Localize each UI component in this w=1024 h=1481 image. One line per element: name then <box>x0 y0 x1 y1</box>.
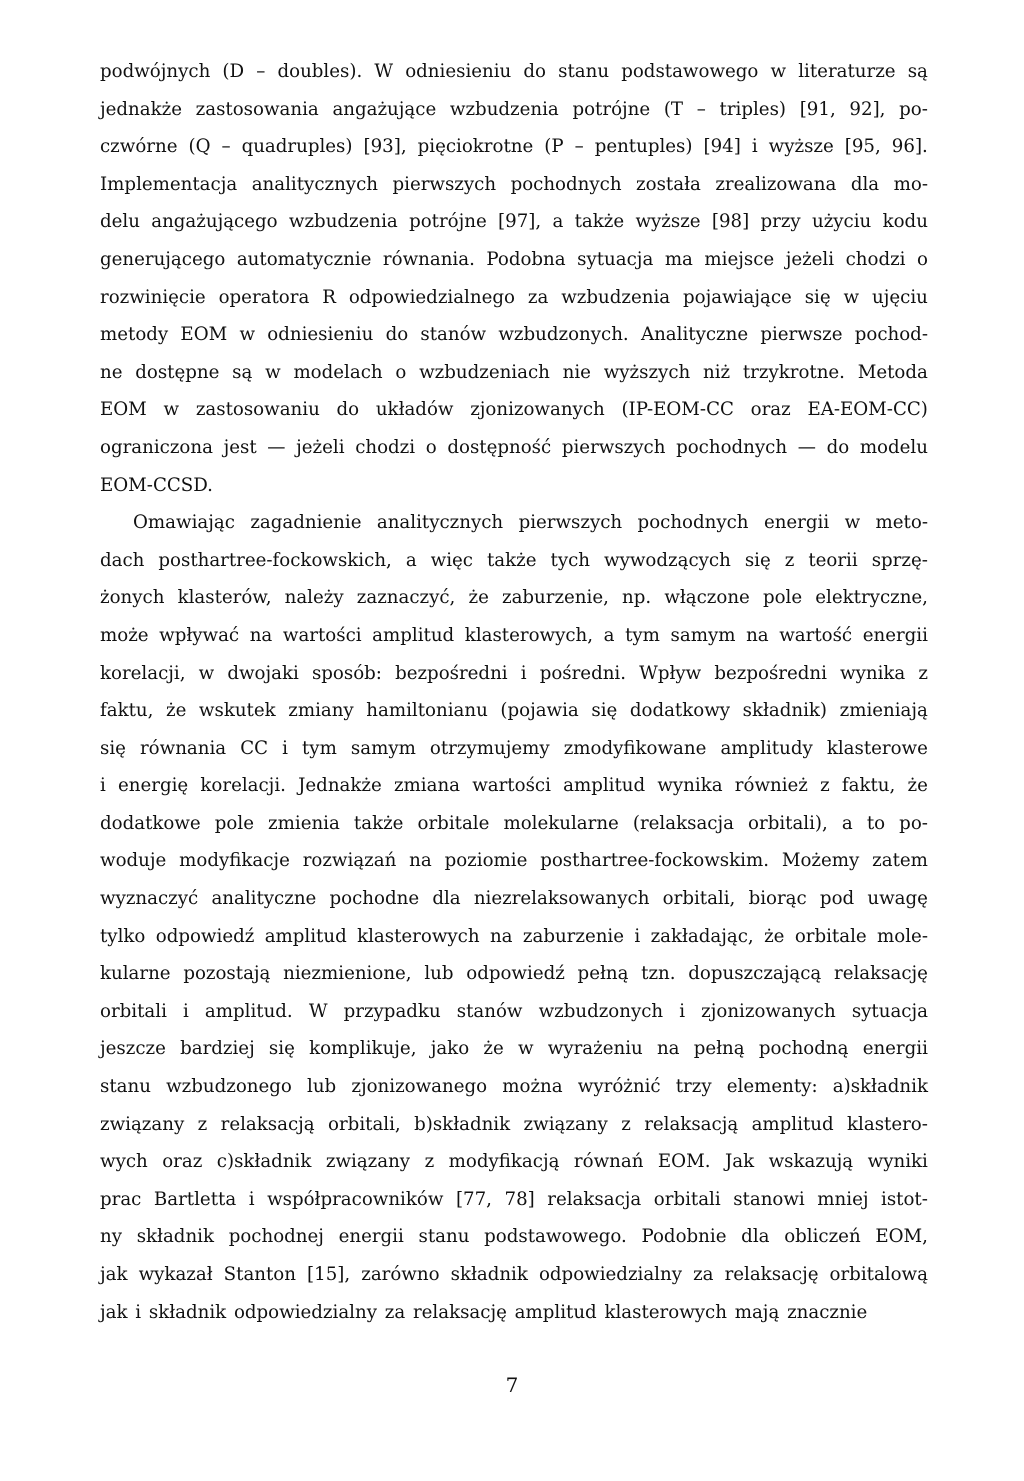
text-line: jak wykazał Stanton [15], zarówno składnik odpowiedzialny za relaksację orbitalową <box>100 1264 928 1285</box>
text-line: rozwinięcie operatora R odpowiedzialnego za wzbudzenia pojawiające się w ujęciu <box>100 286 928 308</box>
text-line: ny składnik pochodnej energii stanu podstawowego. Podobnie dla obliczeń EOM, <box>100 1226 928 1248</box>
text-line: metody EOM w odniesieniu do stanów wzbudzonych. Analityczne pierwsze pochod- <box>100 324 928 346</box>
text-line: tylko odpowiedź amplitud klasterowych na zaburzenie i zakładając, że orbitale mole- <box>100 925 928 947</box>
text-line: i energię korelacji. Jednakże zmiana wartości amplitud wynika również z faktu, że <box>100 775 928 797</box>
text-line: EOM-CCSD. <box>100 474 213 496</box>
text-line: delu angażującego wzbudzenia potrójne [97], a także wyższe [98] przy użyciu kodu <box>100 211 928 233</box>
text-line: woduje modyfikacje rozwiązań na poziomie posthartree-fockowskim. Możemy zatem <box>100 850 928 872</box>
text-line: stanu wzbudzonego lub zjonizowanego można wyróżnić trzy elementy: a)składnik <box>100 1076 928 1098</box>
text-line: ograniczona jest — jeżeli chodzi o dostępność pierwszych pochodnych — do modelu <box>100 436 928 458</box>
text-line: korelacji, w dwojaki sposób: bezpośredni i pośredni. Wpływ bezpośredni wynika z <box>100 662 928 684</box>
text-line: może wpływać na wartości amplitud klasterowych, a tym samym na wartość energii <box>100 624 928 646</box>
text-line: kularne pozostają niezmienione, lub odpowiedź pełną tzn. dopuszczającą relaksację <box>100 963 928 985</box>
text-line: Omawiając zagadnienie analitycznych pierwszych pochodnych energii w meto- <box>133 512 928 534</box>
text-line: wych oraz c)składnik związany z modyfikacją równań EOM. Jak wskazują wyniki <box>100 1151 928 1173</box>
text-line: dach posthartree-fockowskich, a więc także tych wywodzących się z teorii sprzę- <box>100 549 928 571</box>
text-line: prac Bartletta i współpracowników [77, 78] relaksacja orbitali stanowi mniej istot- <box>100 1188 928 1210</box>
text-line: jednakże zastosowania angażujące wzbudzenia potrójne (T – triples) [91, 92], po- <box>100 98 928 120</box>
text-line: dodatkowe pole zmienia także orbitale molekularne (relaksacja orbitali), a to po- <box>100 812 928 834</box>
body-text <box>100 62 928 1340</box>
text-line: Implementacja analitycznych pierwszych pochodnych została zrealizowana dla mo- <box>100 173 928 195</box>
text-line: wyznaczyć analityczne pochodne dla niezrelaksowanych orbitali, biorąc pod uwagę <box>100 888 928 910</box>
text-line: związany z relaksacją orbitali, b)składnik związany z relaksacją amplitud klastero- <box>100 1113 928 1135</box>
text-line: EOM w zastosowaniu do układów zjonizowanych (IP-EOM-CC oraz EA-EOM-CC) <box>100 399 928 421</box>
text-line: ne dostępne są w modelach o wzbudzeniach nie wyższych niż trzykrotne. Metoda <box>100 361 928 383</box>
text-line: jeszcze bardziej się komplikuje, jako że w wyrażeniu na pełną pochodną energii <box>100 1038 928 1060</box>
text-line: podwójnych (D – doubles). W odniesieniu do stanu podstawowego w literaturze są <box>100 61 928 82</box>
text-line: orbitali i amplitud. W przypadku stanów wzbudzonych i zjonizowanych sytuacja <box>100 1000 928 1022</box>
text-line: się równania CC i tym samym otrzymujemy zmodyfikowane amplitudy klasterowe <box>100 737 928 759</box>
text-line: generującego automatycznie równania. Podobna sytuacja ma miejsce jeżeli chodzi o <box>100 248 928 270</box>
page-number: 7 <box>505 1373 519 1397</box>
text-line: faktu, że wskutek zmiany hamiltonianu (pojawia się dodatkowy składnik) zmieniają <box>100 700 928 722</box>
text-line: jak i składnik odpowiedzialny za relaksację amplitud klasterowych mają znacznie <box>100 1301 868 1323</box>
text-line: czwórne (Q – quadruples) [93], pięciokrotne (P – pentuples) [94] i wyższe [95, 96]. <box>100 136 928 158</box>
text-line: żonych klasterów, należy zaznaczyć, że zaburzenie, np. włączone pole elektryczne, <box>100 587 928 609</box>
